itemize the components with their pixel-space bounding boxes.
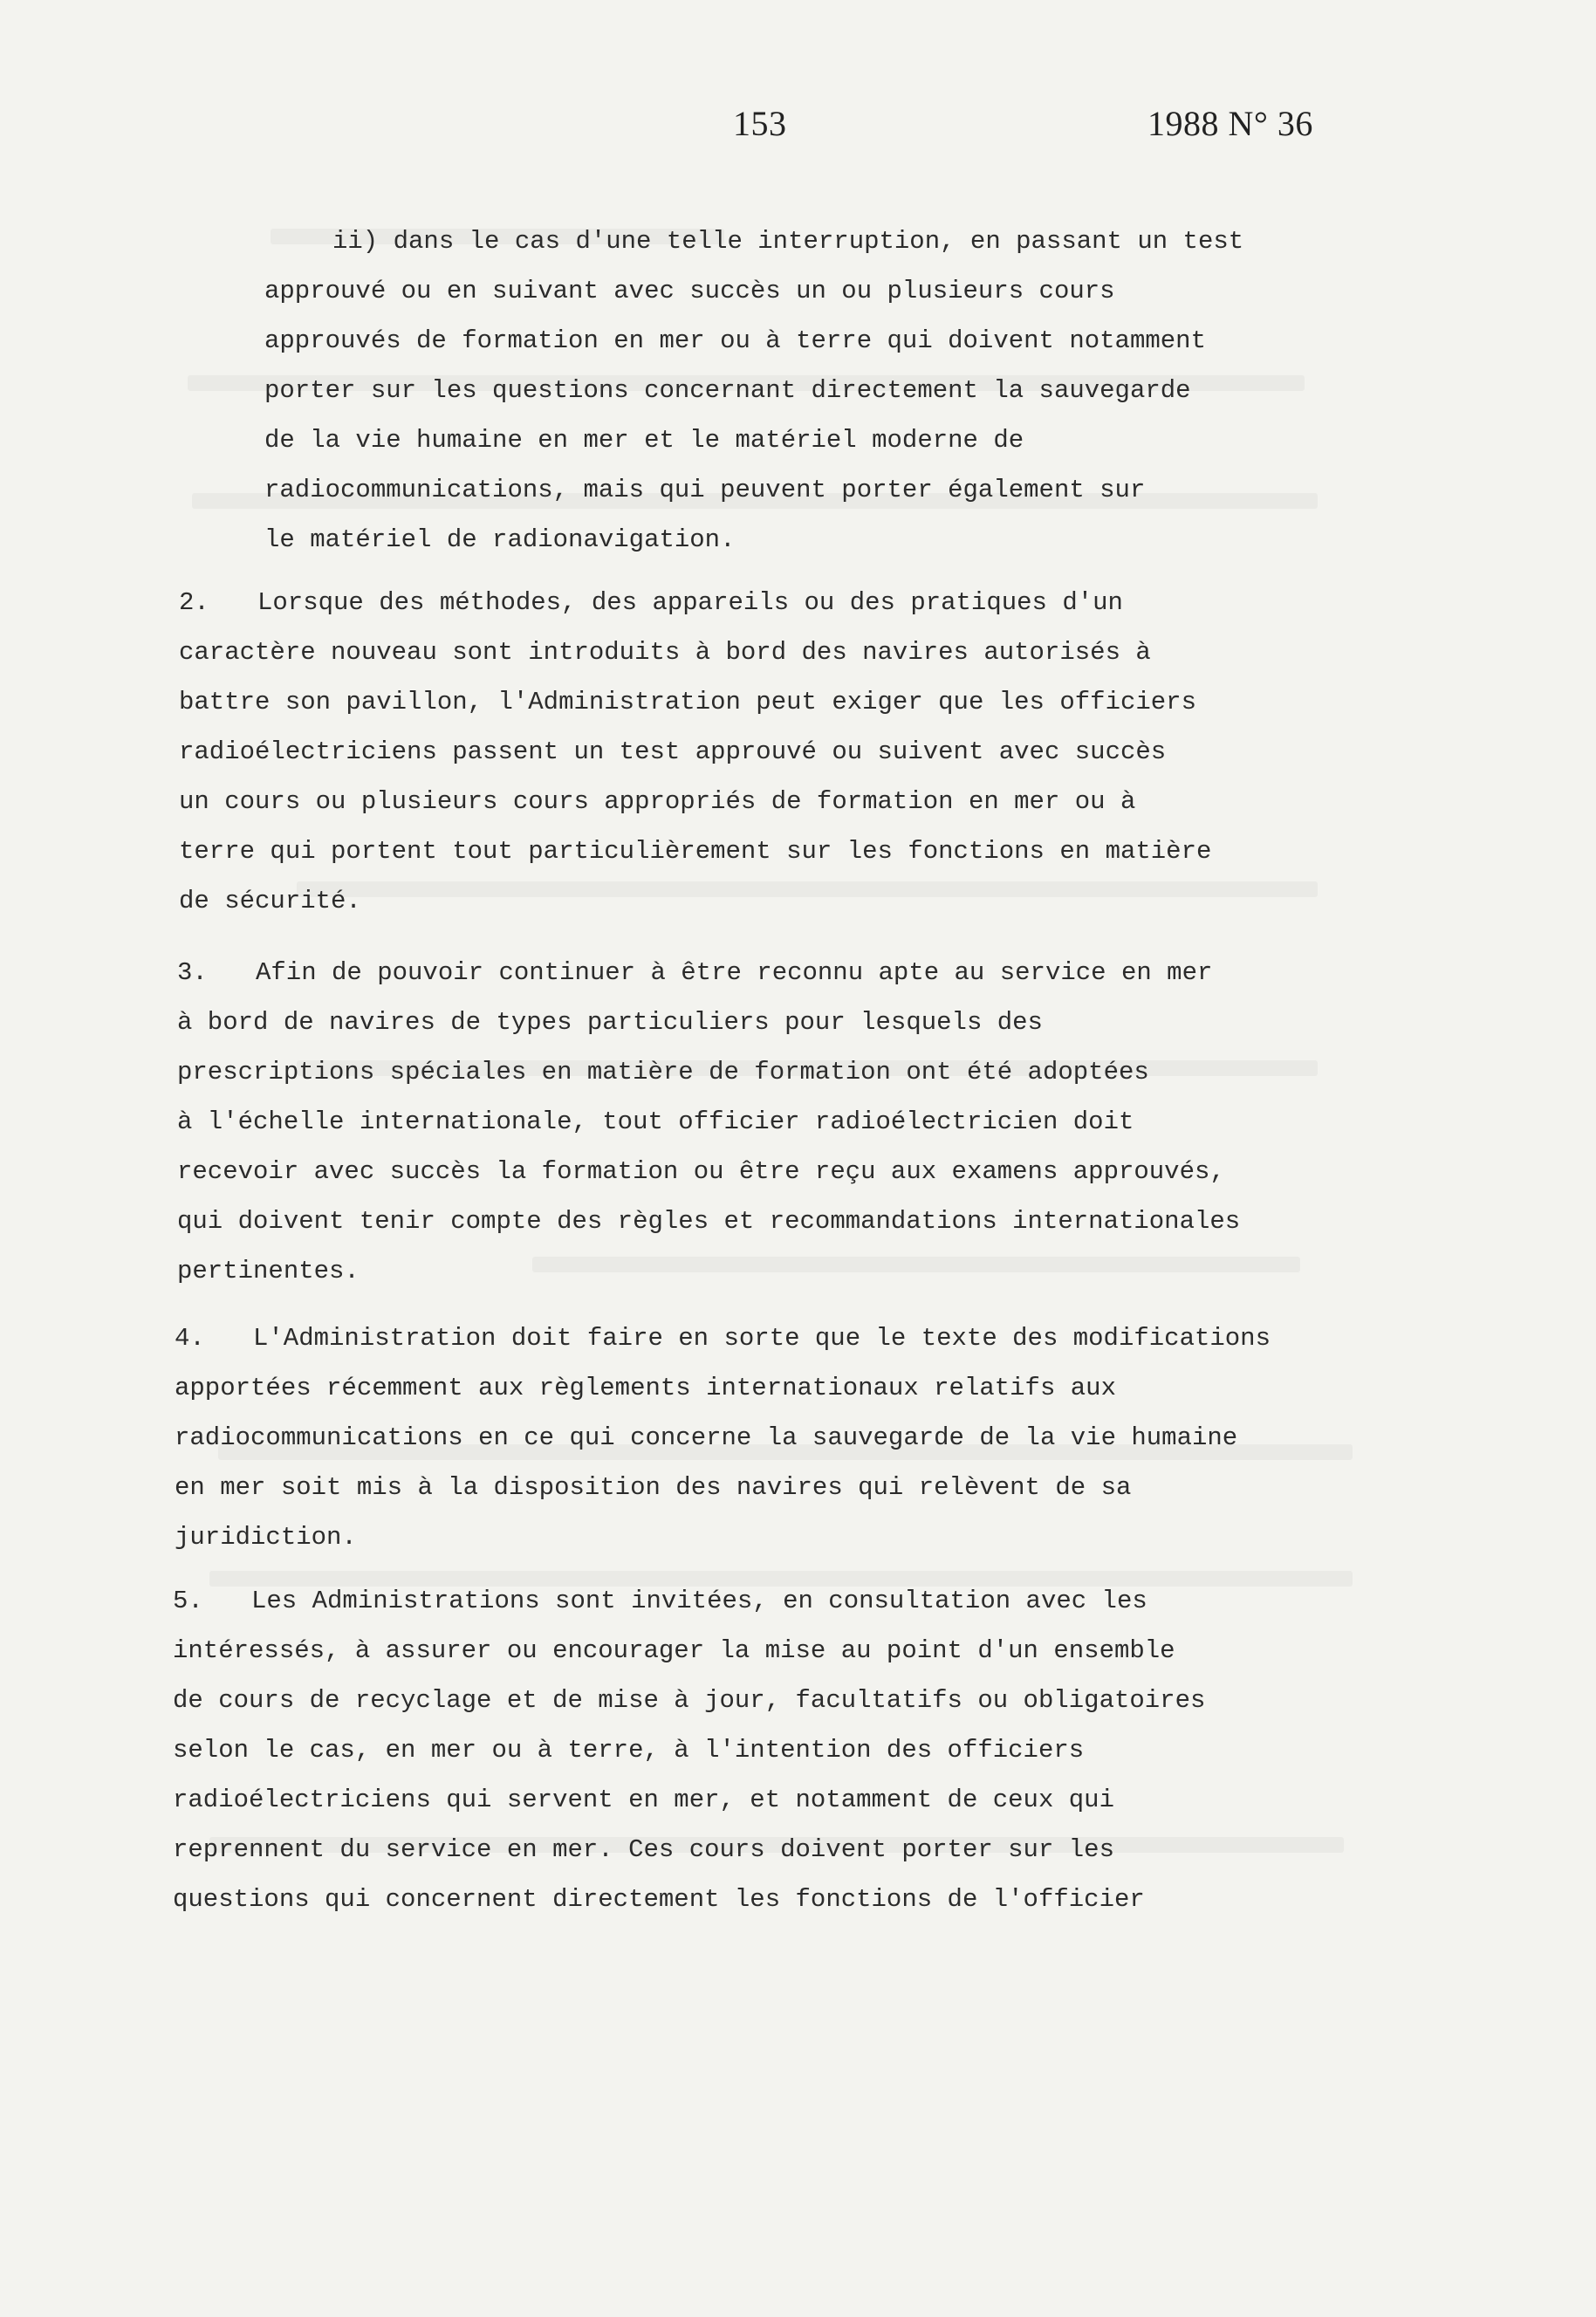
- text-line: porter sur les questions concernant directement la sauvegarde: [264, 376, 1191, 405]
- paragraph-4: [175, 1313, 1271, 1562]
- paragraph-5: [173, 1576, 1205, 1924]
- text-line: apportées récemment aux règlements internationaux relatifs aux: [175, 1374, 1116, 1402]
- paragraph-number: 4.: [175, 1324, 205, 1353]
- text-line: approuvés de formation en mer ou à terre qui doivent notamment: [264, 326, 1206, 355]
- text-line: L'Administration doit faire en sorte que le texte des modifications: [253, 1324, 1271, 1353]
- text-line: terre qui portent tout particulièrement sur les fonctions en matière: [179, 837, 1212, 866]
- text-line: juridiction.: [175, 1523, 357, 1552]
- text-line: selon le cas, en mer ou à terre, à l'intention des officiers: [173, 1736, 1085, 1765]
- text-line: de cours de recyclage et de mise à jour, facultatifs ou obligatoires: [173, 1686, 1206, 1715]
- text-line: Les Administrations sont invitées, en consultation avec les: [251, 1587, 1147, 1615]
- text-line: à l'échelle internationale, tout officier radioélectricien doit: [177, 1107, 1134, 1136]
- text-line: radioélectriciens qui servent en mer, et notamment de ceux qui: [173, 1786, 1114, 1814]
- text-line: qui doivent tenir compte des règles et recommandations internationales: [177, 1207, 1241, 1236]
- text-line: le matériel de radionavigation.: [264, 525, 736, 554]
- page-number: 153: [733, 104, 787, 143]
- text-line: de la vie humaine en mer et le matériel moderne de: [264, 426, 1024, 455]
- text-line: à bord de navires de types particuliers pour lesquels des: [177, 1008, 1043, 1037]
- text-line: intéressés, à assurer ou encourager la mise au point d'un ensemble: [173, 1636, 1175, 1665]
- sub-item-ii: [264, 216, 1243, 565]
- text-line: un cours ou plusieurs cours appropriés de formation en mer ou à: [179, 787, 1136, 816]
- paragraph-3: [177, 948, 1240, 1296]
- text-line: radiocommunications en ce qui concerne la sauvegarde de la vie humaine: [175, 1423, 1238, 1452]
- text-line: Lorsque des méthodes, des appareils ou des pratiques d'un: [257, 588, 1123, 617]
- paragraph-number: 3.: [177, 958, 208, 987]
- text-line: pertinentes.: [177, 1257, 360, 1285]
- text-line: Afin de pouvoir continuer à être reconnu apte au service en mer: [256, 958, 1213, 987]
- text-line: radiocommunications, mais qui peuvent porter également sur: [264, 476, 1146, 504]
- text-line: approuvé ou en suivant avec succès un ou plusieurs cours: [264, 277, 1115, 305]
- text-line: radioélectriciens passent un test approuvé ou suivent avec succès: [179, 737, 1167, 766]
- paragraph-2: [179, 578, 1211, 926]
- text-line: de sécurité.: [179, 887, 361, 915]
- text-line: battre son pavillon, l'Administration peut exiger que les officiers: [179, 688, 1196, 716]
- text-line: caractère nouveau sont introduits à bord des navires autorisés à: [179, 638, 1151, 667]
- text-line: ii) dans le cas d'une telle interruption, en passant un test: [332, 227, 1244, 256]
- text-line: recevoir avec succès la formation ou être reçu aux examens approuvés,: [177, 1157, 1225, 1186]
- text-line: questions qui concernent directement les fonctions de l'officier: [173, 1885, 1145, 1914]
- paragraph-number: 5.: [173, 1587, 203, 1615]
- journal-reference: 1988 N° 36: [1147, 104, 1313, 143]
- text-line: prescriptions spéciales en matière de formation ont été adoptées: [177, 1058, 1149, 1087]
- text-line: en mer soit mis à la disposition des navires qui relèvent de sa: [175, 1473, 1132, 1502]
- paragraph-number: 2.: [179, 588, 209, 617]
- text-line: reprennent du service en mer. Ces cours doivent porter sur les: [173, 1835, 1114, 1864]
